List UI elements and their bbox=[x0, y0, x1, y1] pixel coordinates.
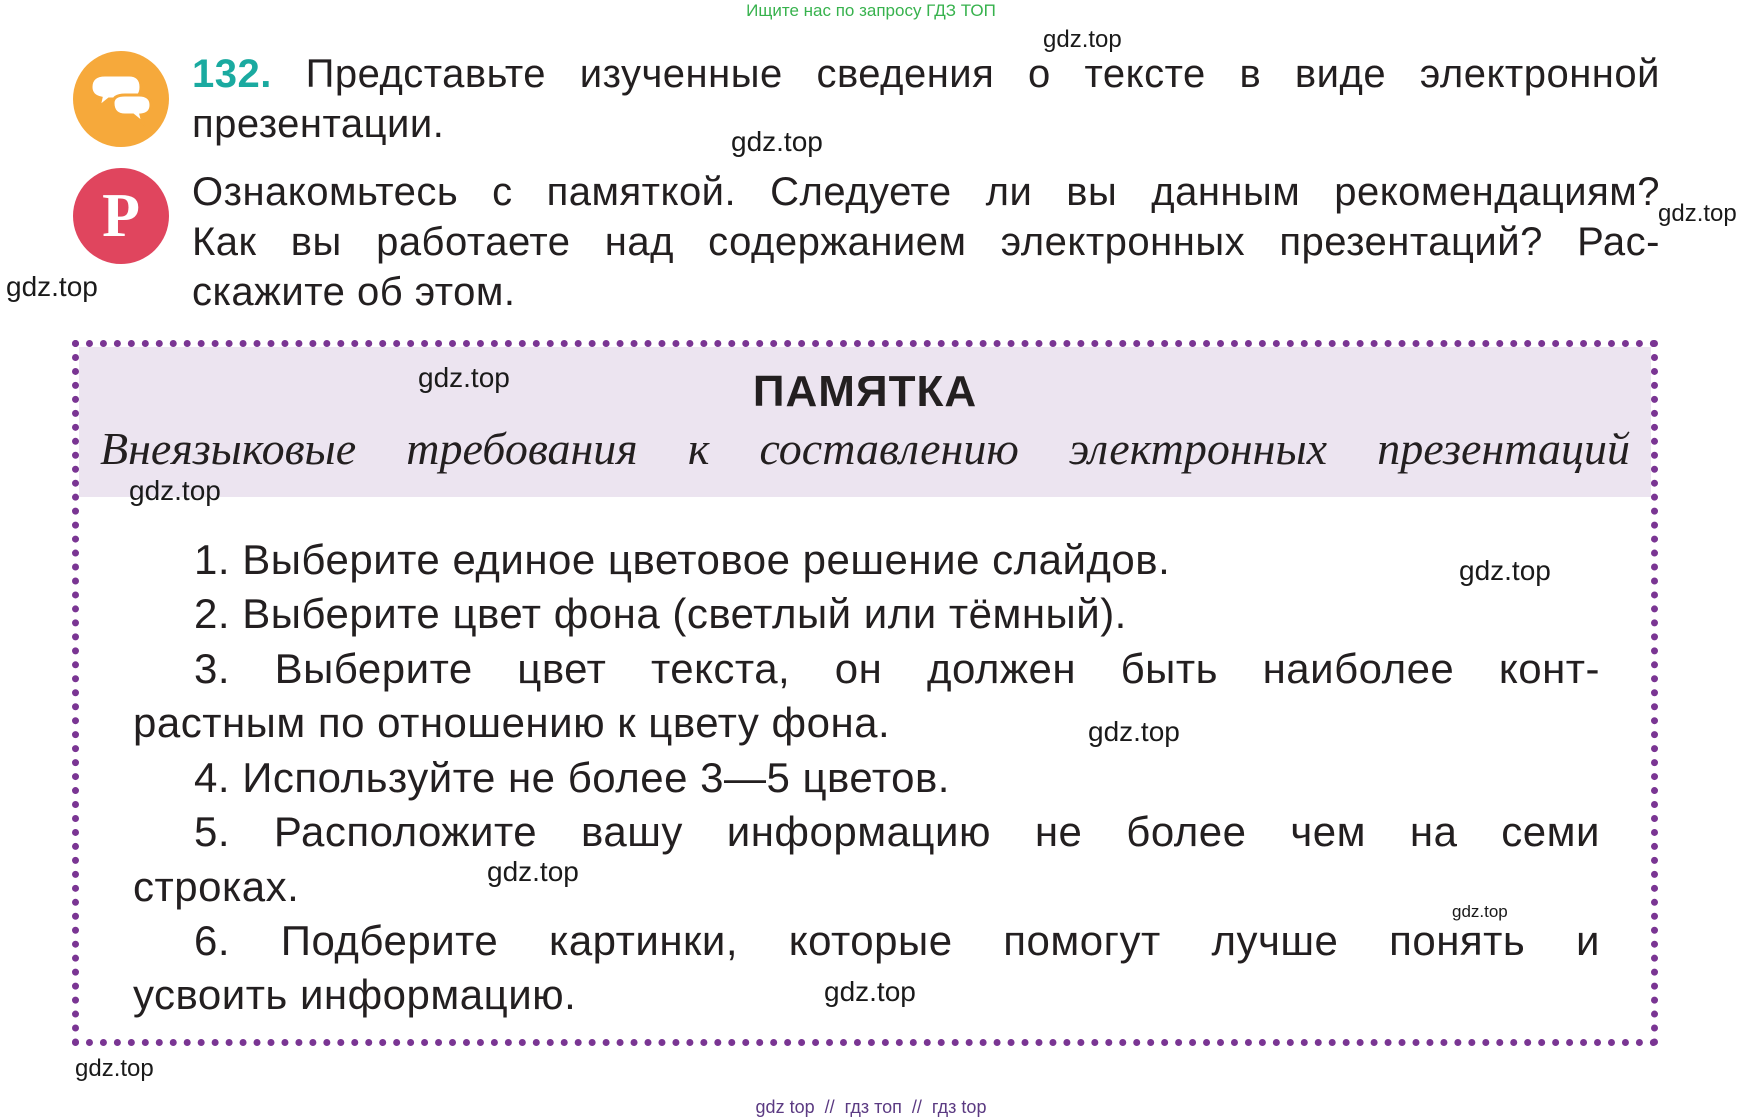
memo-item-6-line-1: 6. Подберите картинки, которые помогут лучше понять и bbox=[194, 917, 1600, 964]
memo-item-6-line-2: усвоить информацию. bbox=[133, 971, 577, 1018]
watermark: gdz.top bbox=[1459, 555, 1551, 586]
speech-bubbles-icon bbox=[73, 51, 169, 147]
watermark: gdz.top bbox=[824, 976, 916, 1007]
memo-item-5-line-1: 5. Расположите вашу информацию не более чем на семи bbox=[194, 808, 1600, 855]
memo-subtitle: Внеязыковые требования к составлению электронных презентаций bbox=[100, 423, 1630, 474]
memo-item-1: 1. Выберите единое цветовое решение слайдов. bbox=[194, 536, 1171, 583]
watermark: gdz.top bbox=[1658, 200, 1737, 227]
memo-item-3-line-1: 3. Выберите цвет текста, он должен быть наиболее конт- bbox=[194, 645, 1600, 692]
task-text-1: Представьте изученные сведения о тексте в виде электронной bbox=[305, 52, 1660, 96]
watermark: gdz.top bbox=[418, 362, 510, 393]
watermark: gdz.top bbox=[1452, 902, 1508, 921]
task-p-line-3: скажите об этом. bbox=[192, 270, 516, 314]
task-p-line-2: Как вы работаете над содержанием электронных презентаций? Рас- bbox=[192, 220, 1660, 264]
p-letter-icon: Р bbox=[73, 168, 169, 264]
memo-item-5-line-2: строках. bbox=[133, 863, 300, 910]
watermark: gdz.top bbox=[75, 1055, 154, 1082]
watermark: gdz.top bbox=[1043, 26, 1122, 53]
memo-title: ПАМЯТКА bbox=[752, 367, 978, 416]
task-line-1 bbox=[192, 49, 1660, 99]
task-text-2: презентации. bbox=[192, 102, 445, 146]
memo-item-2: 2. Выберите цвет фона (светлый или тёмный). bbox=[194, 590, 1127, 637]
task-number: 132. bbox=[192, 52, 272, 96]
watermark: gdz.top bbox=[1088, 716, 1180, 747]
search-banner: Ищите нас по запросу ГДЗ ТОП bbox=[746, 1, 996, 20]
watermark: gdz.top bbox=[129, 475, 221, 506]
watermark: gdz.top bbox=[6, 271, 98, 302]
memo-item-3-line-2: растным по отношению к цвету фона. bbox=[133, 699, 891, 746]
memo-item-4: 4. Используйте не более 3—5 цветов. bbox=[194, 754, 950, 801]
watermark: gdz.top bbox=[731, 126, 823, 157]
footer-watermark: gdz top // гдз топ // гдз top bbox=[755, 1097, 987, 1117]
watermark: gdz.top bbox=[487, 856, 579, 887]
task-p-line-1: Ознакомьтесь с памяткой. Следуете ли вы данным рекомендациям? bbox=[192, 170, 1660, 214]
